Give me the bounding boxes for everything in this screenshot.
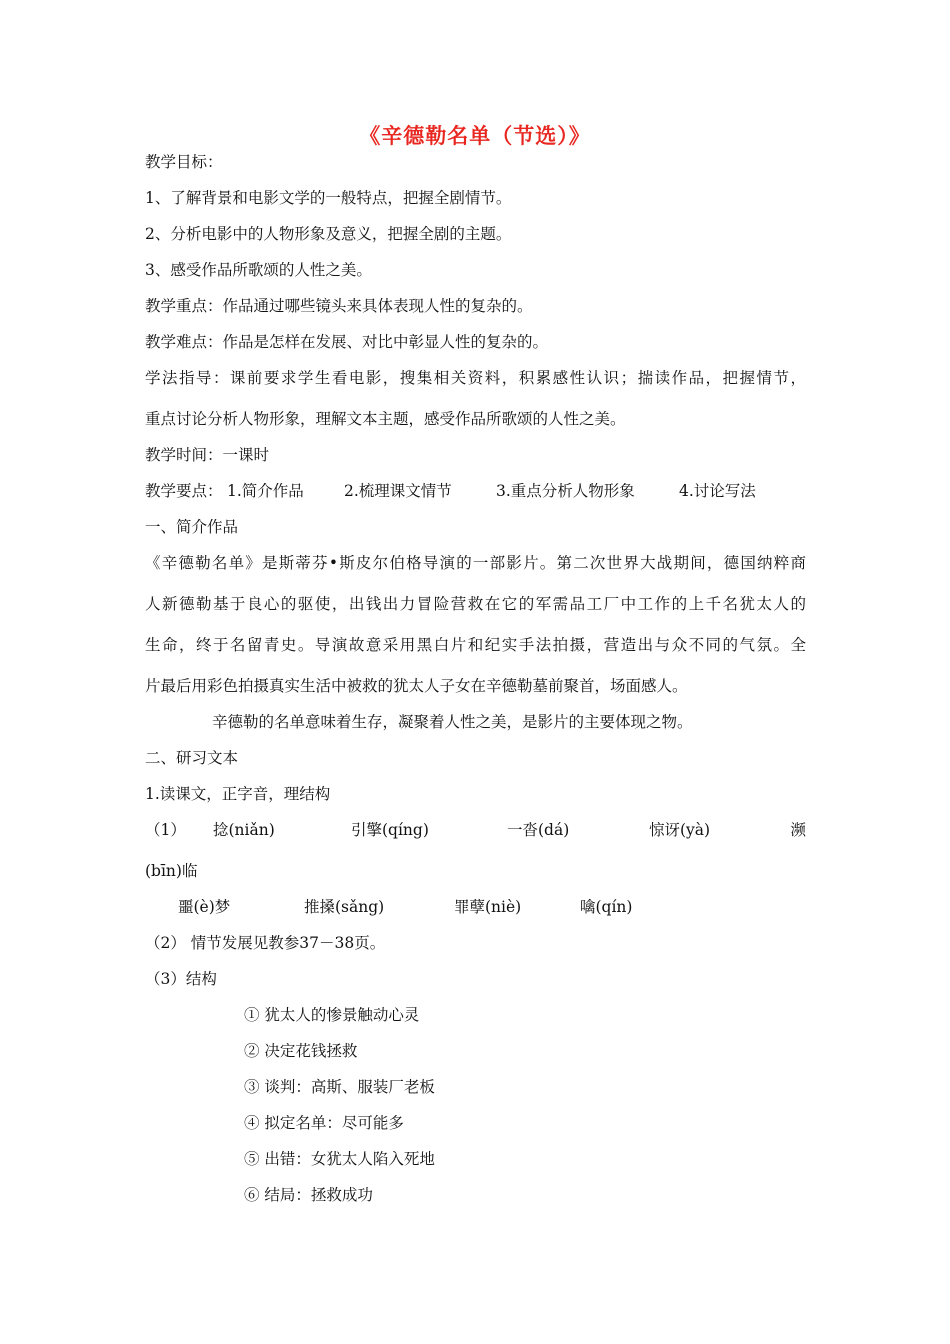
essentials-item: 2.梳理课文情节 [344, 482, 452, 500]
objective-item: 1、了解背景和电影文学的一般特点，把握全剧情节。 [145, 189, 512, 207]
pron-word: 噩(è)梦 [178, 898, 231, 916]
pron-continuation: (bīn)临 [145, 862, 198, 880]
pron-word: 罪孽(niè) [454, 898, 522, 916]
difficulty: 教学难点：作品是怎样在发展、对比中彰显人性的复杂的。 [145, 333, 549, 351]
method-line: 学法指导：课前要求学生看电影，搜集相关资料，积累感性认识；揣读作品，把握情节， [145, 369, 806, 387]
intro-para-line: 生命，终于名留青史。导演故意采用黑白片和纪实手法拍摄，营造出与众不同的气氛。全 [145, 636, 806, 654]
pron-word: 推搡(sǎng) [304, 898, 385, 916]
method-line: 重点讨论分析人物形象，理解文本主题，感受作品所歌颂的人性之美。 [145, 410, 626, 428]
intro-para2: 辛德勒的名单意味着生存，凝聚着人性之美，是影片的主要体现之物。 [212, 713, 693, 731]
teaching-time: 教学时间：一课时 [145, 446, 270, 464]
structure-item: ③ 谈判：高斯、服装厂老板 [244, 1078, 435, 1096]
pronunciation-row [145, 897, 806, 917]
pron-word: 捻(niǎn) [213, 821, 275, 839]
pronunciation-row [145, 820, 806, 840]
pron-word: 噙(qín) [580, 898, 633, 916]
intro-para-line: 《辛德勒名单》是斯蒂芬•斯皮尔伯格导演的一部影片。第二次世界大战期间，德国纳粹商 [145, 554, 806, 572]
intro-para-line: 人新德勒基于良心的驱使，出钱出力冒险营救在它的军需品工厂中工作的上千名犹太人的 [145, 595, 806, 613]
pron-word: 惊讶(yà) [649, 821, 711, 839]
essentials-item: 3.重点分析人物形象 [496, 482, 635, 500]
intro-para-line: 片最后用彩色拍摄真实生活中被救的犹太人子女在辛德勒墓前聚首，场面感人。 [145, 677, 688, 695]
document-title: 《辛德勒名单（节选）》 [359, 123, 591, 148]
structure-item: ⑥ 结局：拯救成功 [244, 1186, 373, 1204]
structure-item: ② 决定花钱拯救 [244, 1042, 358, 1060]
section-heading: 二、研习文本 [145, 749, 239, 767]
structure-item: ⑤ 出错：女犹太人陷入死地 [244, 1150, 435, 1168]
subsection-heading: 1.读课文，正字音，理结构 [145, 785, 331, 803]
objectives-heading: 教学目标： [145, 153, 223, 171]
section-heading: 一、简介作品 [145, 518, 239, 536]
pron-word: 一沓(dá) [507, 821, 570, 839]
plot-item: （2） 情节发展见教参37－38页。 [145, 934, 386, 952]
pron-label: （1） [145, 821, 186, 839]
essentials-item: 4.讨论写法 [679, 482, 756, 500]
structure-item: ① 犹太人的惨景触动心灵 [244, 1006, 420, 1024]
essentials-label: 教学要点： [145, 482, 223, 500]
objective-item: 3、感受作品所歌颂的人性之美。 [145, 261, 372, 279]
objective-item: 2、分析电影中的人物形象及意义，把握全剧的主题。 [145, 225, 512, 243]
pron-word: 濒 [790, 821, 806, 839]
key-point: 教学重点：作品通过哪些镜头来具体表现人性的复杂的。 [145, 297, 533, 315]
pron-word: 引擎(qíng) [351, 821, 429, 839]
essentials-item: 1.简介作品 [227, 482, 304, 500]
structure-heading: （3）结构 [145, 970, 217, 988]
essentials-row [145, 481, 806, 501]
structure-item: ④ 拟定名单：尽可能多 [244, 1114, 404, 1132]
